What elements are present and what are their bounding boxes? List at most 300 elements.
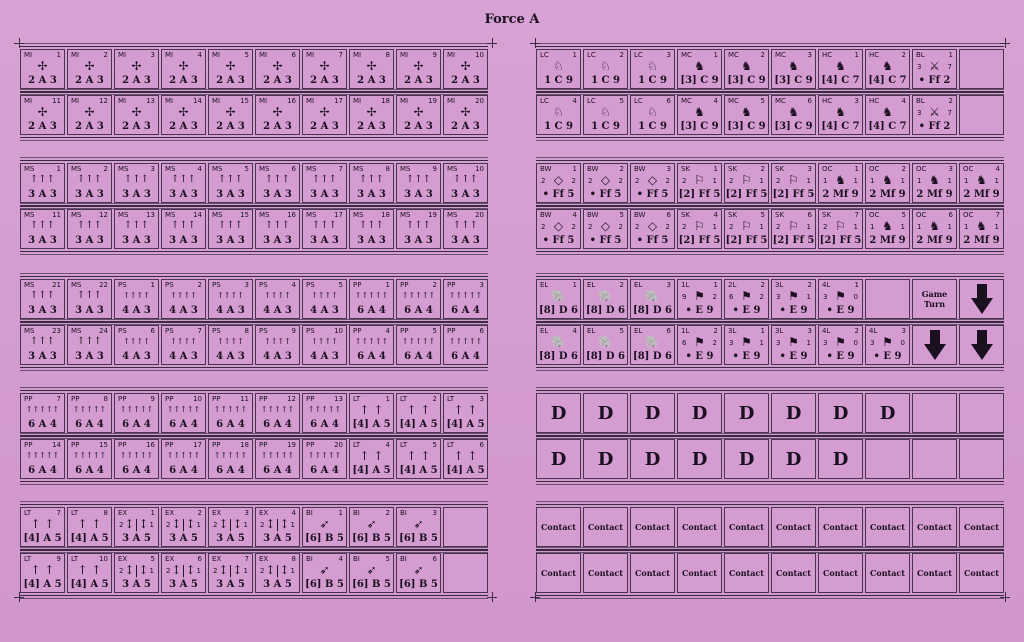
phalanx-icon: ↑↑↑↑↑ — [260, 405, 295, 414]
unit-counter[interactable] — [630, 325, 675, 365]
unit-counter[interactable] — [443, 209, 488, 249]
unit-counter[interactable] — [20, 393, 65, 433]
unit-number: 15 — [99, 441, 108, 449]
unit-type: PP — [118, 395, 127, 403]
unit-counter[interactable] — [302, 163, 347, 203]
unit-counter[interactable] — [771, 209, 816, 249]
phalanx-icon: ↑↑↑↑↑ — [307, 405, 342, 414]
unit-counter[interactable] — [677, 279, 722, 319]
unit-counter[interactable] — [255, 95, 300, 135]
unit-counter[interactable] — [630, 279, 675, 319]
unit-counter[interactable] — [677, 209, 722, 249]
unit-counter[interactable] — [396, 95, 441, 135]
unit-number: 3 — [479, 281, 484, 289]
unit-counter[interactable] — [443, 439, 488, 479]
unit-counter[interactable] — [443, 325, 488, 365]
unit-counter[interactable] — [396, 507, 441, 547]
unit-counter[interactable] — [724, 163, 769, 203]
stat-left: 2 — [588, 177, 593, 185]
unit-number: 8 — [291, 555, 296, 563]
contact-box[interactable]: Contact — [583, 507, 628, 547]
empty-box[interactable] — [865, 439, 910, 479]
unit-counter[interactable] — [771, 163, 816, 203]
unit-counter[interactable] — [255, 507, 300, 547]
contact-box[interactable]: Contact — [677, 507, 722, 547]
unit-counter[interactable] — [443, 95, 488, 135]
swordsman-icon: ↑↑↑ — [405, 174, 432, 185]
unit-number: 7 — [56, 509, 61, 517]
unit-counter[interactable] — [114, 163, 159, 203]
unit-type: LC — [540, 51, 549, 59]
unit-counter[interactable] — [396, 553, 441, 593]
unit-stats: 3 A 5 — [169, 533, 198, 544]
unit-counter[interactable] — [818, 49, 863, 89]
unit-counter[interactable] — [349, 325, 394, 365]
contact-box[interactable]: Contact — [724, 553, 769, 593]
unit-number: 3 — [807, 327, 812, 335]
unit-stats: 6 A 4 — [451, 305, 480, 316]
unit-type: BW — [587, 165, 599, 173]
unit-counter[interactable] — [912, 209, 957, 249]
unit-counter[interactable] — [67, 439, 112, 479]
unit-counter[interactable] — [302, 507, 347, 547]
d-box[interactable]: D — [536, 393, 581, 433]
unit-counter[interactable] — [255, 163, 300, 203]
unit-counter[interactable] — [67, 95, 112, 135]
empty-box[interactable] — [912, 393, 957, 433]
unit-number: 3 — [807, 165, 812, 173]
swordsman-icon: ↑↑↑ — [358, 174, 385, 185]
unit-type: EL — [540, 281, 549, 289]
stat-left: 2 — [729, 223, 734, 231]
unit-stats: [2] Ff 5 — [819, 235, 862, 246]
unit-counter[interactable] — [67, 507, 112, 547]
unit-type: LT — [353, 395, 361, 403]
unit-stats: 1 C 9 — [544, 75, 573, 86]
unit-counter[interactable] — [20, 163, 65, 203]
contact-box[interactable]: Contact — [724, 507, 769, 547]
d-box[interactable]: D — [630, 439, 675, 479]
unit-number: 8 — [385, 51, 390, 59]
unit-counter[interactable] — [771, 95, 816, 135]
d-box[interactable]: D — [677, 393, 722, 433]
unit-counter[interactable] — [161, 209, 206, 249]
leader-icon: ⚑ — [788, 335, 799, 349]
unit-type: MS — [71, 281, 82, 289]
contact-box[interactable]: Contact — [818, 553, 863, 593]
unit-counter[interactable] — [20, 49, 65, 89]
unit-counter[interactable] — [865, 95, 910, 135]
d-box[interactable]: D — [865, 393, 910, 433]
unit-type: PP — [400, 281, 409, 289]
unit-stats: [2] Ff 5 — [678, 189, 721, 200]
down-arrow-icon[interactable] — [912, 325, 957, 365]
unit-counter[interactable] — [349, 439, 394, 479]
unit-counter[interactable] — [865, 209, 910, 249]
unit-counter[interactable] — [114, 325, 159, 365]
unit-counter[interactable] — [771, 279, 816, 319]
stat-right: 0 — [853, 339, 858, 347]
unit-counter[interactable] — [255, 279, 300, 319]
unit-number: 8 — [244, 327, 249, 335]
unit-counter[interactable] — [630, 95, 675, 135]
contact-box[interactable]: Contact — [630, 507, 675, 547]
unit-counter[interactable] — [396, 279, 441, 319]
unit-counter[interactable] — [67, 209, 112, 249]
unit-counter[interactable] — [677, 95, 722, 135]
unit-counter[interactable] — [536, 209, 581, 249]
unit-counter[interactable] — [959, 163, 1004, 203]
stat-right: 1 — [994, 223, 999, 231]
unit-counter[interactable] — [67, 325, 112, 365]
unit-counter[interactable] — [630, 209, 675, 249]
unit-number: 3 — [244, 281, 249, 289]
unit-counter[interactable] — [161, 49, 206, 89]
unit-counter[interactable] — [302, 49, 347, 89]
unit-counter[interactable] — [20, 553, 65, 593]
unit-number: 1 — [150, 281, 155, 289]
unit-number: 1 — [854, 281, 859, 289]
unit-counter[interactable] — [255, 439, 300, 479]
unit-counter[interactable] — [724, 279, 769, 319]
unit-counter[interactable] — [536, 325, 581, 365]
unit-counter[interactable] — [255, 325, 300, 365]
contact-box[interactable]: Contact — [865, 507, 910, 547]
unit-counter[interactable] — [349, 507, 394, 547]
unit-counter[interactable] — [349, 209, 394, 249]
unit-type: OC — [916, 165, 927, 173]
d-box[interactable]: D — [818, 439, 863, 479]
unit-counter[interactable] — [583, 325, 628, 365]
unit-counter[interactable] — [302, 393, 347, 433]
unit-stats: [3] C 9 — [680, 121, 719, 132]
unit-counter[interactable] — [912, 49, 957, 89]
unit-counter[interactable] — [208, 393, 253, 433]
leader-icon: ⚑ — [788, 289, 799, 303]
contact-box[interactable]: Contact — [677, 553, 722, 593]
unit-counter[interactable] — [20, 507, 65, 547]
unit-stats: 2 Mf 9 — [916, 235, 953, 246]
unit-counter[interactable] — [302, 279, 347, 319]
unit-counter[interactable] — [255, 209, 300, 249]
unit-counter[interactable] — [255, 49, 300, 89]
unit-counter[interactable] — [536, 279, 581, 319]
contact-box[interactable]: Contact — [583, 553, 628, 593]
infantry-icon: ✢ — [225, 59, 236, 73]
unit-counter[interactable] — [443, 393, 488, 433]
unit-counter[interactable] — [818, 325, 863, 365]
unit-stats: [4] A 5 — [70, 579, 109, 590]
contact-box[interactable]: Contact — [912, 553, 957, 593]
contact-box[interactable]: Contact — [865, 553, 910, 593]
unit-counter[interactable] — [114, 279, 159, 319]
unit-counter[interactable] — [818, 209, 863, 249]
extra-icon: ↕|↕ — [124, 517, 149, 531]
unit-counter[interactable] — [818, 279, 863, 319]
stat-left: 2 — [635, 177, 640, 185]
contact-box[interactable]: Contact — [959, 553, 1004, 593]
unit-counter[interactable] — [20, 439, 65, 479]
d-box[interactable]: D — [536, 439, 581, 479]
unit-number: 6 — [432, 555, 437, 563]
unit-counter[interactable] — [396, 439, 441, 479]
unit-counter[interactable] — [67, 49, 112, 89]
unit-counter[interactable] — [208, 209, 253, 249]
swordsman-icon: ↑↑↑ — [29, 174, 56, 185]
unit-counter[interactable] — [583, 49, 628, 89]
unit-counter[interactable] — [865, 163, 910, 203]
unit-counter[interactable] — [396, 49, 441, 89]
unit-type: MI — [306, 51, 315, 59]
d-box[interactable]: D — [583, 393, 628, 433]
unit-counter[interactable] — [302, 553, 347, 593]
unit-counter[interactable] — [583, 209, 628, 249]
unit-counter[interactable] — [349, 393, 394, 433]
d-box[interactable]: D — [771, 439, 816, 479]
elephant-icon: 🐘 — [645, 335, 660, 349]
unit-counter[interactable] — [208, 553, 253, 593]
unit-counter[interactable] — [67, 553, 112, 593]
unit-counter[interactable] — [396, 393, 441, 433]
unit-counter[interactable] — [349, 553, 394, 593]
unit-counter[interactable] — [349, 95, 394, 135]
unit-counter[interactable] — [396, 163, 441, 203]
unit-counter[interactable] — [67, 279, 112, 319]
phalanx-icon: ↑↑↑↑↑ — [448, 337, 483, 346]
unit-counter[interactable] — [302, 439, 347, 479]
contact-box[interactable]: Contact — [771, 553, 816, 593]
unit-counter[interactable] — [630, 163, 675, 203]
unit-counter[interactable] — [20, 95, 65, 135]
unit-counter[interactable] — [677, 325, 722, 365]
unit-counter[interactable] — [865, 49, 910, 89]
bowman-icon: ➶ — [319, 563, 330, 577]
unit-counter[interactable] — [724, 325, 769, 365]
unit-counter[interactable] — [20, 279, 65, 319]
unit-counter[interactable] — [302, 325, 347, 365]
right-row — [536, 322, 1004, 368]
d-box[interactable]: D — [583, 439, 628, 479]
contact-box[interactable]: Contact — [536, 553, 581, 593]
unit-counter[interactable] — [161, 439, 206, 479]
contact-box[interactable]: Contact — [536, 507, 581, 547]
empty-box[interactable] — [959, 95, 1004, 135]
infantry-icon: ✢ — [225, 105, 236, 119]
unit-counter[interactable] — [349, 49, 394, 89]
unit-counter[interactable] — [20, 209, 65, 249]
unit-counter[interactable] — [208, 95, 253, 135]
unit-counter[interactable] — [536, 163, 581, 203]
unit-type: EL — [587, 281, 596, 289]
unit-stats: 2 A 3 — [310, 75, 339, 86]
unit-counter[interactable] — [114, 95, 159, 135]
stat-right: 1 — [149, 521, 154, 529]
unit-counter[interactable] — [443, 49, 488, 89]
unit-number: 16 — [146, 441, 155, 449]
unit-counter[interactable] — [724, 95, 769, 135]
unit-number: 2 — [385, 509, 390, 517]
unit-counter[interactable] — [583, 95, 628, 135]
unit-counter[interactable] — [771, 49, 816, 89]
phalanx-icon: ↑↑↑↑↑ — [119, 405, 154, 414]
unit-type: OC — [869, 165, 880, 173]
empty-box[interactable] — [959, 49, 1004, 89]
unit-counter[interactable] — [818, 95, 863, 135]
unit-stats: 6 A 4 — [404, 351, 433, 362]
stat-left: 2 — [588, 223, 593, 231]
d-box[interactable]: D — [771, 393, 816, 433]
unit-number: 2 — [619, 51, 624, 59]
unit-number: 6 — [150, 327, 155, 335]
unit-type: MI — [24, 97, 33, 105]
unit-counter[interactable] — [630, 49, 675, 89]
unit-counter[interactable] — [161, 95, 206, 135]
unit-stats: 6 A 4 — [310, 419, 339, 430]
unit-counter[interactable] — [583, 163, 628, 203]
swordsman-icon: ↑↑↑ — [311, 220, 338, 231]
infantry-icon: ✢ — [319, 59, 330, 73]
empty-box[interactable] — [959, 393, 1004, 433]
contact-box[interactable]: Contact — [630, 553, 675, 593]
right-row — [536, 504, 1004, 550]
unit-counter[interactable] — [255, 553, 300, 593]
phalanx-icon: ↑↑↑↑↑ — [25, 451, 60, 460]
unit-counter[interactable] — [536, 49, 581, 89]
unit-counter[interactable] — [161, 163, 206, 203]
unit-counter[interactable] — [161, 507, 206, 547]
unit-number: 1 — [385, 281, 390, 289]
bow-icon: ◇ — [647, 173, 658, 187]
game-turn-box[interactable]: Game Turn — [912, 279, 957, 319]
unit-counter[interactable] — [114, 439, 159, 479]
d-box[interactable]: D — [630, 393, 675, 433]
d-box[interactable]: D — [818, 393, 863, 433]
unit-stats: [8] D 6 — [538, 351, 578, 362]
unit-counter[interactable] — [114, 209, 159, 249]
unit-counter[interactable] — [396, 325, 441, 365]
empty-box[interactable] — [959, 439, 1004, 479]
contact-box[interactable]: Contact — [959, 507, 1004, 547]
stat-right: 0 — [900, 339, 905, 347]
unit-type: MI — [259, 97, 268, 105]
unit-counter[interactable] — [20, 325, 65, 365]
phalanx-icon: ↑↑↑↑↑ — [166, 405, 201, 414]
unit-number: 1 — [948, 51, 953, 59]
phalanx-icon: ↑↑↑↑↑ — [401, 337, 436, 346]
unit-counter[interactable] — [865, 325, 910, 365]
stat-left: 2 — [260, 567, 265, 575]
unit-stats: 3 A 3 — [216, 189, 245, 200]
empty-box[interactable] — [443, 553, 488, 593]
unit-counter[interactable] — [724, 209, 769, 249]
unit-counter[interactable] — [677, 49, 722, 89]
unit-counter[interactable] — [349, 163, 394, 203]
unit-counter[interactable] — [677, 163, 722, 203]
unit-counter[interactable] — [208, 439, 253, 479]
unit-counter[interactable] — [67, 163, 112, 203]
unit-counter[interactable] — [208, 49, 253, 89]
unit-type: LT — [400, 441, 408, 449]
down-arrow-icon[interactable] — [959, 325, 1004, 365]
d-box[interactable]: D — [724, 393, 769, 433]
unit-type: MI — [353, 97, 362, 105]
unit-counter[interactable] — [443, 163, 488, 203]
unit-counter[interactable] — [912, 95, 957, 135]
stat-right: 1 — [149, 567, 154, 575]
empty-box[interactable] — [865, 279, 910, 319]
d-box[interactable]: D — [677, 439, 722, 479]
unit-counter[interactable] — [536, 95, 581, 135]
unit-stats: • Ff 5 — [542, 189, 575, 200]
unit-number: 1 — [713, 165, 718, 173]
stat-left: 2 — [213, 567, 218, 575]
contact-box[interactable]: Contact — [771, 507, 816, 547]
unit-counter[interactable] — [161, 393, 206, 433]
unit-counter[interactable] — [302, 209, 347, 249]
unit-counter[interactable] — [302, 95, 347, 135]
stat-right: 1 — [759, 339, 764, 347]
unit-counter[interactable] — [443, 279, 488, 319]
unit-counter[interactable] — [114, 553, 159, 593]
contact-box[interactable]: Contact — [818, 507, 863, 547]
unit-counter[interactable] — [67, 393, 112, 433]
unit-type: 4L — [869, 327, 878, 335]
stat-left: 2 — [166, 567, 171, 575]
unit-stats: 1 C 9 — [544, 121, 573, 132]
empty-box[interactable] — [443, 507, 488, 547]
unit-counter[interactable] — [396, 209, 441, 249]
d-box[interactable]: D — [724, 439, 769, 479]
unit-type: PP — [212, 395, 221, 403]
unit-counter[interactable] — [912, 163, 957, 203]
unit-number: 7 — [338, 165, 343, 173]
unit-counter[interactable] — [114, 507, 159, 547]
unit-number: 22 — [99, 281, 108, 289]
unit-counter[interactable] — [208, 279, 253, 319]
unit-counter[interactable] — [114, 393, 159, 433]
unit-counter[interactable] — [161, 553, 206, 593]
stat-right: 1 — [712, 223, 717, 231]
unit-type: EX — [165, 509, 175, 517]
unit-number: 1 — [572, 165, 577, 173]
down-arrow-icon[interactable] — [959, 279, 1004, 319]
unit-counter[interactable] — [161, 279, 206, 319]
right-row — [536, 92, 1004, 138]
unit-counter[interactable] — [724, 49, 769, 89]
unit-counter[interactable] — [349, 279, 394, 319]
unit-number: 1 — [572, 281, 577, 289]
stat-left: 1 — [870, 223, 875, 231]
unit-counter[interactable] — [208, 163, 253, 203]
unit-counter[interactable] — [114, 49, 159, 89]
unit-counter[interactable] — [208, 325, 253, 365]
left-row — [20, 504, 488, 550]
unit-counter[interactable] — [255, 393, 300, 433]
unit-type: MS — [212, 165, 223, 173]
unit-number: 5 — [432, 441, 437, 449]
contact-box[interactable]: Contact — [912, 507, 957, 547]
stat-left: 3 — [870, 339, 875, 347]
unit-counter[interactable] — [583, 279, 628, 319]
unit-counter[interactable] — [959, 209, 1004, 249]
empty-box[interactable] — [912, 439, 957, 479]
unit-number: 3 — [948, 165, 953, 173]
unit-counter[interactable] — [818, 163, 863, 203]
unit-number: 4 — [572, 211, 577, 219]
unit-counter[interactable] — [208, 507, 253, 547]
unit-counter[interactable] — [161, 325, 206, 365]
unit-counter[interactable] — [771, 325, 816, 365]
